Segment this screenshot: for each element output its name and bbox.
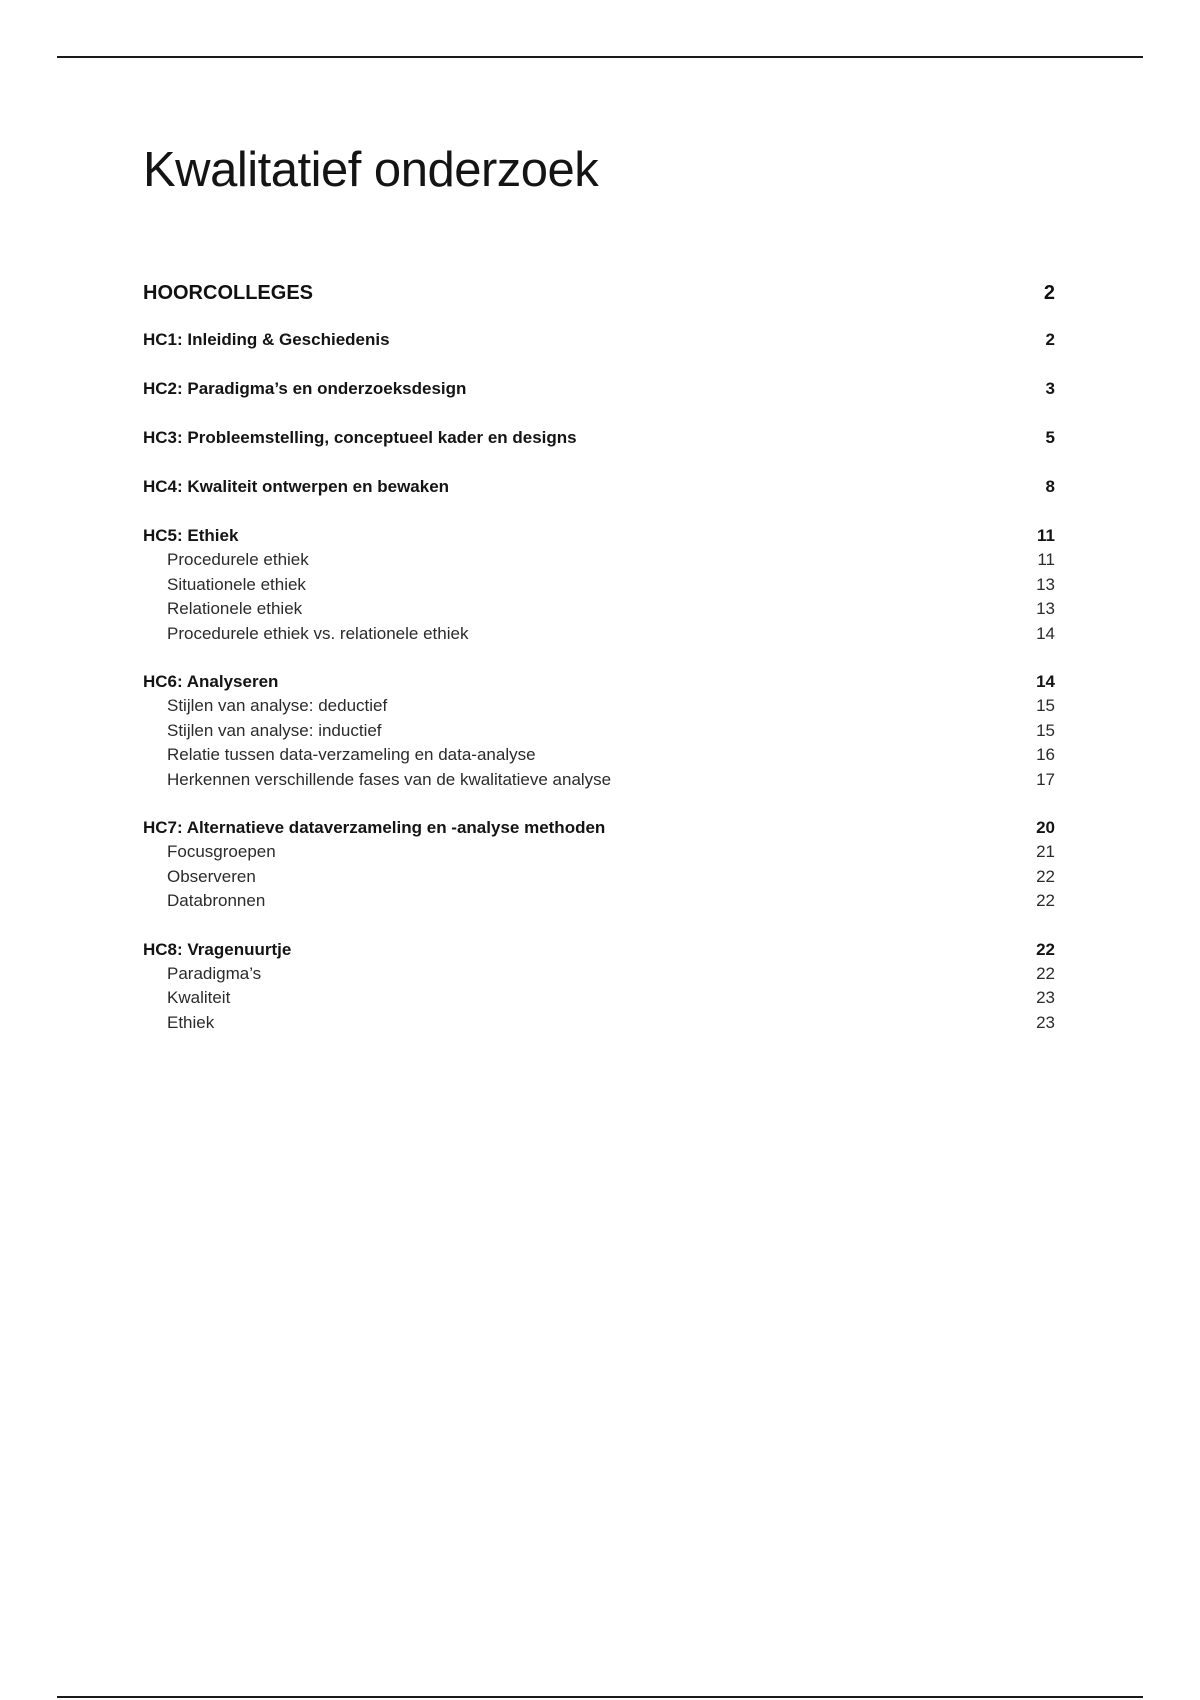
toc-entry-label: Procedurele ethiek vs. relationele ethiek xyxy=(167,623,469,643)
toc-entry-label: Relationele ethiek xyxy=(167,599,303,618)
table-of-contents xyxy=(143,280,1055,1059)
toc-entry-page: 16 xyxy=(1036,745,1055,764)
toc-chapter-block xyxy=(143,816,1055,914)
toc-entry-label: Procedurele ethiek xyxy=(167,550,309,569)
toc-entry-label: Databronnen xyxy=(167,891,266,910)
toc-entry-label: Ethiek xyxy=(167,1012,215,1032)
toc-entry-chapter[interactable] xyxy=(143,377,1055,401)
toc-entry-label: Stijlen van analyse: deductief xyxy=(167,696,388,715)
toc-entry-section[interactable] xyxy=(143,719,1055,744)
toc-entry-label: HC8: Vragenuurtje xyxy=(143,939,292,959)
toc-entry-section[interactable] xyxy=(143,962,1055,987)
toc-entry-page: 23 xyxy=(1036,988,1055,1007)
toc-entry-label: Kwaliteit xyxy=(167,988,231,1007)
toc-entry-section[interactable] xyxy=(143,1011,1055,1036)
toc-chapter-block xyxy=(143,475,1055,499)
toc-entry-page: 2 xyxy=(1043,282,1055,304)
toc-entry-section[interactable] xyxy=(143,743,1055,768)
toc-entry-chapter[interactable] xyxy=(143,816,1055,840)
toc-entry-label: Paradigma’s xyxy=(167,963,262,983)
toc-chapter-list xyxy=(143,328,1055,1035)
toc-entry-label: HC5: Ethiek xyxy=(143,526,239,545)
toc-entry-page: 22 xyxy=(1036,891,1055,910)
toc-entry-label: HC3: Probleemstelling, conceptueel kader en designs xyxy=(143,428,577,447)
toc-entry-label: Focusgroepen xyxy=(167,842,276,861)
toc-entry-chapter[interactable] xyxy=(143,426,1055,450)
toc-entry-chapter[interactable] xyxy=(143,670,1055,694)
toc-entry-label: HOORCOLLEGES xyxy=(143,282,314,304)
toc-entry-page: 23 xyxy=(1036,1012,1055,1032)
toc-entry-chapter[interactable] xyxy=(143,475,1055,499)
toc-entry-section[interactable] xyxy=(143,840,1055,865)
toc-chapter-block xyxy=(143,670,1055,792)
toc-chapter-block xyxy=(143,426,1055,450)
toc-entry-page: 11 xyxy=(1037,550,1055,569)
toc-entry-section[interactable] xyxy=(143,768,1055,793)
toc-entry-section[interactable] xyxy=(143,573,1055,598)
toc-entry-page: 14 xyxy=(1036,672,1055,691)
toc-entry-chapter[interactable] xyxy=(143,938,1055,962)
toc-chapter-block xyxy=(143,938,1055,1036)
toc-entry-page: 22 xyxy=(1036,963,1055,983)
toc-entry-page: 13 xyxy=(1036,574,1055,594)
toc-entry-page: 22 xyxy=(1036,866,1055,886)
toc-entry-page: 8 xyxy=(1045,477,1055,496)
toc-entry-page: 11 xyxy=(1037,526,1055,545)
header-rule xyxy=(57,56,1143,58)
toc-entry-label: HC1: Inleiding & Geschiedenis xyxy=(143,330,390,349)
toc-entry-label: HC2: Paradigma’s en onderzoeksdesign xyxy=(143,379,467,398)
toc-entry-section[interactable] xyxy=(143,986,1055,1011)
toc-entry-section[interactable] xyxy=(143,694,1055,719)
toc-entry-label: HC7: Alternatieve dataverzameling en -analyse methoden xyxy=(143,818,606,837)
toc-entry-label: HC6: Analyseren xyxy=(143,672,279,691)
toc-entry-page: 15 xyxy=(1036,720,1055,740)
toc-entry-hoorcolleges[interactable] xyxy=(143,280,1055,306)
toc-entry-section[interactable] xyxy=(143,622,1055,647)
toc-entry-page: 15 xyxy=(1036,696,1055,715)
toc-entry-page: 13 xyxy=(1036,599,1055,618)
toc-entry-section[interactable] xyxy=(143,865,1055,890)
toc-entry-page: 22 xyxy=(1036,939,1055,959)
toc-chapter-block xyxy=(143,377,1055,401)
toc-entry-page: 5 xyxy=(1045,428,1055,447)
toc-entry-page: 21 xyxy=(1036,842,1055,861)
footer-rule xyxy=(57,1696,1143,1698)
toc-entry-label: Relatie tussen data-verzameling en data-analyse xyxy=(167,745,536,764)
toc-entry-section[interactable] xyxy=(143,548,1055,573)
toc-entry-page: 20 xyxy=(1036,818,1055,837)
toc-entry-section[interactable] xyxy=(143,889,1055,914)
toc-chapter-block xyxy=(143,328,1055,352)
toc-entry-chapter[interactable] xyxy=(143,524,1055,548)
toc-entry-page: 17 xyxy=(1036,769,1055,789)
toc-entry-label: Observeren xyxy=(167,866,256,886)
toc-entry-page: 3 xyxy=(1045,379,1055,398)
toc-chapter-block xyxy=(143,524,1055,646)
toc-entry-label: Stijlen van analyse: inductief xyxy=(167,720,382,740)
toc-entry-page: 2 xyxy=(1045,330,1055,349)
toc-entry-label: Situationele ethiek xyxy=(167,574,306,594)
toc-entry-label: Herkennen verschillende fases van de kwalitatieve analyse xyxy=(167,769,612,789)
toc-entry-section[interactable] xyxy=(143,597,1055,622)
toc-entry-chapter[interactable] xyxy=(143,328,1055,352)
page-title: Kwalitatief onderzoek xyxy=(143,143,599,197)
toc-entry-label: HC4: Kwaliteit ontwerpen en bewaken xyxy=(143,477,450,496)
toc-entry-page: 14 xyxy=(1036,623,1055,643)
